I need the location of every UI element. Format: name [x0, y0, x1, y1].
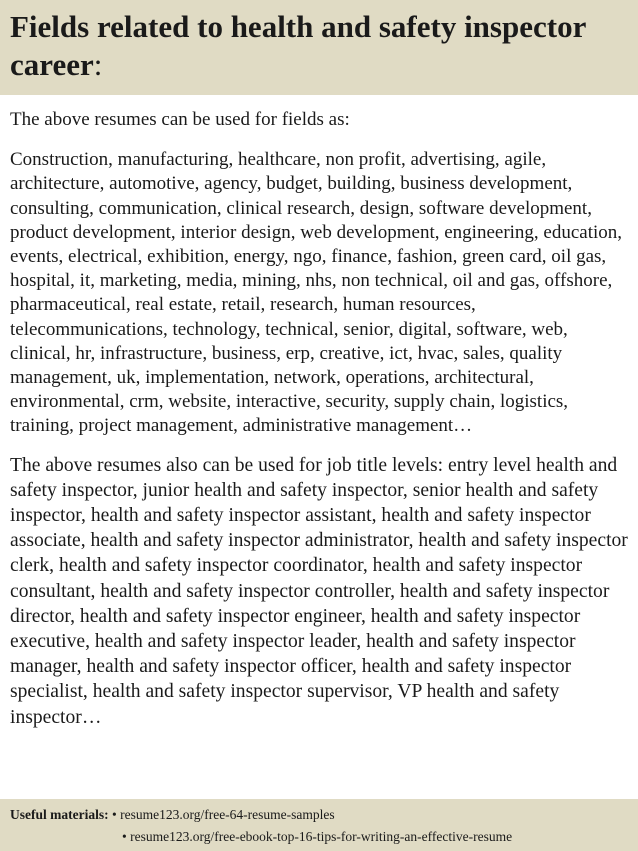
bullet-2: • — [122, 829, 127, 844]
main-content — [10, 108, 632, 730]
bullet-1: • — [111, 807, 117, 822]
page-title-text: Fields related to health and safety inspector career — [10, 9, 586, 82]
useful-materials-label — [10, 807, 109, 822]
page-title — [10, 8, 628, 84]
link-free-resume-samples[interactable]: resume123.org/free-64-resume-samples — [120, 807, 335, 822]
fields-list: Construction, manufacturing, healthcare, non profit, advertising, agile, architecture, automotive, agency, budget, building, business development, consulting, communication, clinical research, design, software development, product development, interior design, web development, engineering, education, events, electrical, exhibition, energy, ngo, finance, fashion, green card, oil gas, hospital, it, marketing, media, mining, nhs, non technical, oil and gas, offshore, pharmaceutical, real estate, retail, research, human resources, telecommunications, technology, technical, senior, digital, software, web, clinical, hr, infrastructure, business, erp, creative, ict, hvac, sales, quality management, uk, implementation, network, operations, architectural, environmental, crm, website, interactive, security, supply chain, logistics, training, project management, administrative management… — [10, 149, 623, 437]
page-title-colon: : — [93, 47, 103, 82]
useful-materials-footer — [0, 799, 638, 851]
title-band — [0, 0, 638, 95]
intro-text: The above resumes can be used for fields as: — [10, 109, 350, 130]
footer-row-1 — [10, 804, 638, 826]
useful-materials-label-colon: : — [104, 807, 109, 822]
link-free-ebook-tips[interactable]: resume123.org/free-ebook-top-16-tips-for-writing-an-effective-resume — [130, 829, 513, 844]
job-levels-list: The above resumes also can be used for job title levels: entry level health and safety inspector, junior health and safety inspector, senior health and safety inspector, health and safety inspector assistant, health and safety inspector associate, health and safety inspector administrator, health and safety inspector clerk, health and safety inspector coordinator, health and safety inspector consultant, health and safety inspector controller, health and safety inspector director, health and safety inspector engineer, health and safety inspector executive, health and safety inspector leader, health and safety inspector manager, health and safety inspector officer, health and safety inspector specialist, health and safety inspector supervisor, VP health and safety inspector… — [10, 454, 628, 728]
footer-row-2 — [10, 826, 638, 848]
useful-materials-label-text: Useful materials — [10, 807, 105, 822]
